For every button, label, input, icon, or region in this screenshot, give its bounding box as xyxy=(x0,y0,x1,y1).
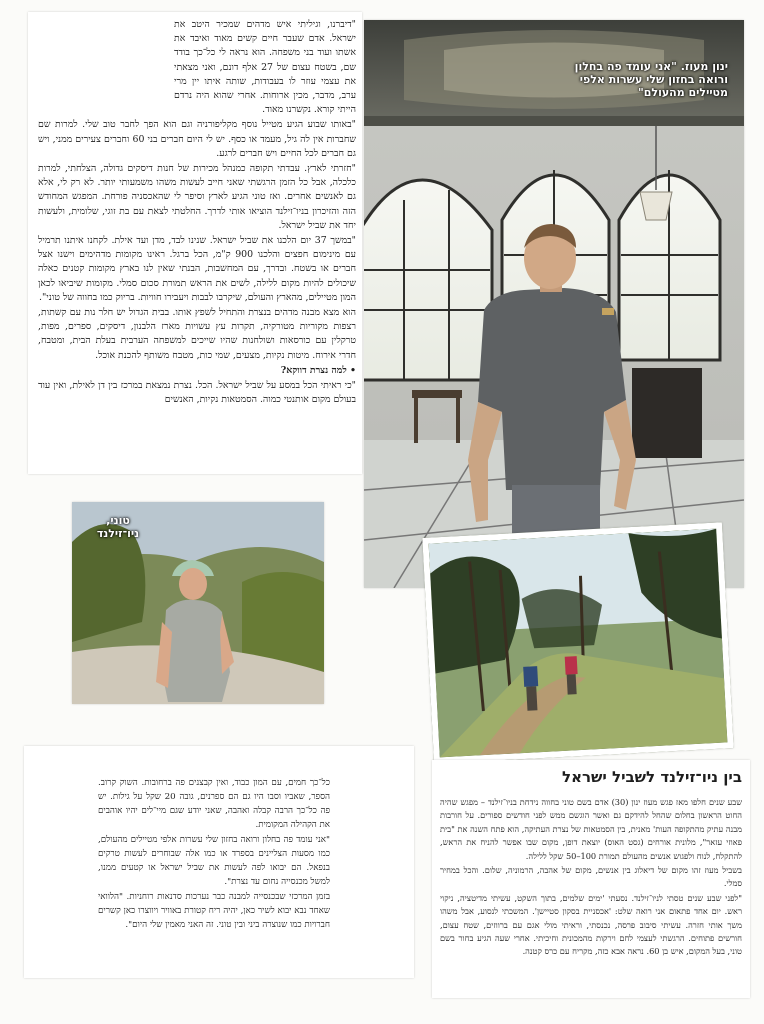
paragraph: "דיברנו, וגיליתי איש מדהים שמכיר היטב את ישראל. אדם שעבר חיים קשים מאוד ואיבד את אשתו ועוד בני משפחה. הוא נראה לי כל־כך בודד שם, בשטח עצום של 27 אלף דונם, ואני מצאתי את עצמי עוזר לו בעבודות, שותה איתו יין מרי ערב, מדבר, מכין ארוחות. אחרי שהוא היה נרדם הייתי קורא. נקשרנו מאוד. xyxy=(174,19,356,116)
photo-hikers xyxy=(422,522,733,763)
photo-yinon xyxy=(364,20,744,588)
paragraph: כל־כך חמים, עם המון כבוד, ואין קבצנים פה ברחובות. השוק קרוב. הספר, שאביו וסבו היו גם הם ספרנים, גובה 20 שקל על גילות. יש פה כל־כך הרבה קבלה ואהבה, שאני יודע שגם מיי־לים יהיו אוהבים את הקהילה המקומית. xyxy=(98,778,331,830)
photo-yinon-caption: ינון מעוז. "אני עומד פה בחלון ורואה בחזון שלי עשרות אלפי מטיילים מהעולם" xyxy=(574,60,728,99)
paragraph: בשביל מעוז זהו מקום של דיאלוג בין אנשים, מקום של אהבה, הרמוניה, שלום. והכל במחיר סמלי. xyxy=(440,865,742,889)
photo-tony xyxy=(72,502,324,704)
question-heading: • למה נצרת דווקא? xyxy=(280,364,356,376)
photo-hikers-illustration xyxy=(429,529,728,758)
article-headline: בין ניו־זילנד לשביל ישראל xyxy=(562,768,742,786)
bottom-right-text xyxy=(440,796,742,960)
top-text-clipping xyxy=(28,12,362,474)
paragraph: "במשך 37 יום הלכנו את שביל ישראל. שנינו לבד, מדן ועד אילת. לקחנו איתנו תרמיל עם מינימום חפצים והלכנו 900 ק"מ, הכל ברגל. ראינו מקומות מדהימים וישנו אצל חברים או בשטח. ובדרך, עם המחשבות, הבנתי שאין לנו בארץ מקומות קטנים כאלה שיכולים להיות מקום ללילה, לשים את הראש תמורת סכום סמלי. מקומות שיביאו לכאן המון מטיילים, מהארץ והעולם, שיקרבו לבבות ויעבירו חוויות. בריוק כמו בחווה של טוני". xyxy=(38,235,356,303)
paragraph: "לפני שבע שנים טסתי לניו־זילנד. נסעתי 'ימים שלמים, בתוך השקט, עשיתי מדיטציה, ניקוי ראש. יום אחד פתאום אני רואה שלט: 'אכסניית בסקון סטיישן'. המשכתי לנסוע, אבל משהו משך אותי חזרה. עשיתי סיבוב פרסה, נכנסתי, וראיתי מולי אגם עם ברווזים, שטח עצום, חורשים פתוחים. הרגשתי לעצמי לחם וירקות מהמכונית וחיכיתי. אחרי שעה הגיע בחור בשם טוני, בעל המקום, איש בן 60. נראה אבא כזה, מקריח עם כרס קטנה. xyxy=(440,892,742,957)
paragraph: "באותו שבוע הגיע מטייל נוסף מקליפורניה וגם הוא הפך לחבר טוב שלי. למרות שם שחברות אין לה גיל, מעמד או כסף. יש לי היום חברים בני 60 וחברים צעירים ממני, ויש גם חברים לכל החיים ויש חברים לרגע. xyxy=(38,119,357,159)
photo-yinon-illustration xyxy=(364,20,744,588)
bottom-left-clipping xyxy=(24,746,414,978)
paragraph: "חזרתי לארץ. עבדתי תקופה כמנהל מכירות של חנות דיסקים גדולה, הצלחתי, למרות כלכלה, אבל כל הזמן הרגשתי שאני חייב לעשות משהו משמעותי יותר. לא רק לי, אלא גם לאנשים אחרים. ואז טוני הגיע לארץ וסיפר לי שהאכסניה פורחת. המפגש המחודש הזה והזיכרון בניו־זילנד הוציאו אותי לדרך. החלטתי לצאת עם בת זוגי, שלומית, ולעשות יחד את שביל ישראל. xyxy=(38,163,356,231)
top-text-column xyxy=(38,18,356,408)
paragraph: "כי ראיתי הכל במסע על שביל ישראל. הכל. נצרת נמצאת במרכז בין דן לאילת, ואין עוד בעולם מקום אותנטי כמוה. הסמטאות נקיות, האנשים xyxy=(38,380,356,406)
paragraph: שבע שנים חלפו מאז פגש מעוז ינון (30) אדם בשם טוני בחווה נידחת בניו־זילנד – מפגש שהיה החוט הראשון בחלום שהחל להידקם גם ואשר הוגשם ממש לפני חודשים ספורים. על חורבות מבנה עתיק מהתקופה העות' מאנית, בין הסמטאות של נצרת העתיקה, הוא פתח השנה את "בית פאוזי עזאר", מלונית אורחים (גסט האוס) יוצאת דופן, מקום שבו אפשר להניח את הראש, להתקלח, לנוח ולפגוש אנשים מהעולם תמורת 100–50 שקל ללילה. xyxy=(440,797,743,861)
paragraph: הוא מצא מבנה מדהים בנצרת והתחיל לשפץ אותו. בבית הגדול יש חלר נות עם קשתות, רצפות מקוריות מטורקיה, תקרות עץ עשויות מארז הלבנון, דיסקים, ספרים, מפות, טרקלין עם כורסאות ושולחנות שהיו שייכים למשפחה הערבית בעלת הבית, ומטבח, חדרי אירוח. מיטות נקיות, מצעים, שמי כות, מטבח משותף להכנת אוכל. xyxy=(38,307,356,361)
paragraph: "אני עומד פה בחלון ורואה בחזון שלי עשרות אלפי מטיילים מהעולם, כמו מסעות הצליינים בספרד או כמו אלה שבוחרים לעשות טרקים בנפאל. הם יבואו לפה לעשות את שביל ישראל או קטעים ממנו, למשל מכנסייה נחום עד נצרת". xyxy=(98,835,330,887)
paragraph: בזמן המרכזי שבכנסייה למבנה כבר נערכות סדנאות רוחניות. "הלוואי שאחד נבא יבוא לשיר כאן, יהיה ריח קטורת באוויר ויווצרו כאן קשרים חברויות כמו שנוצרה ביני ובין טוני. זה האני מאמין שלי היום". xyxy=(98,892,330,930)
bottom-left-text xyxy=(98,776,330,933)
bottom-right-clipping xyxy=(432,760,750,998)
photo-tony-caption: טוני, ניו־זילנד xyxy=(96,514,140,540)
